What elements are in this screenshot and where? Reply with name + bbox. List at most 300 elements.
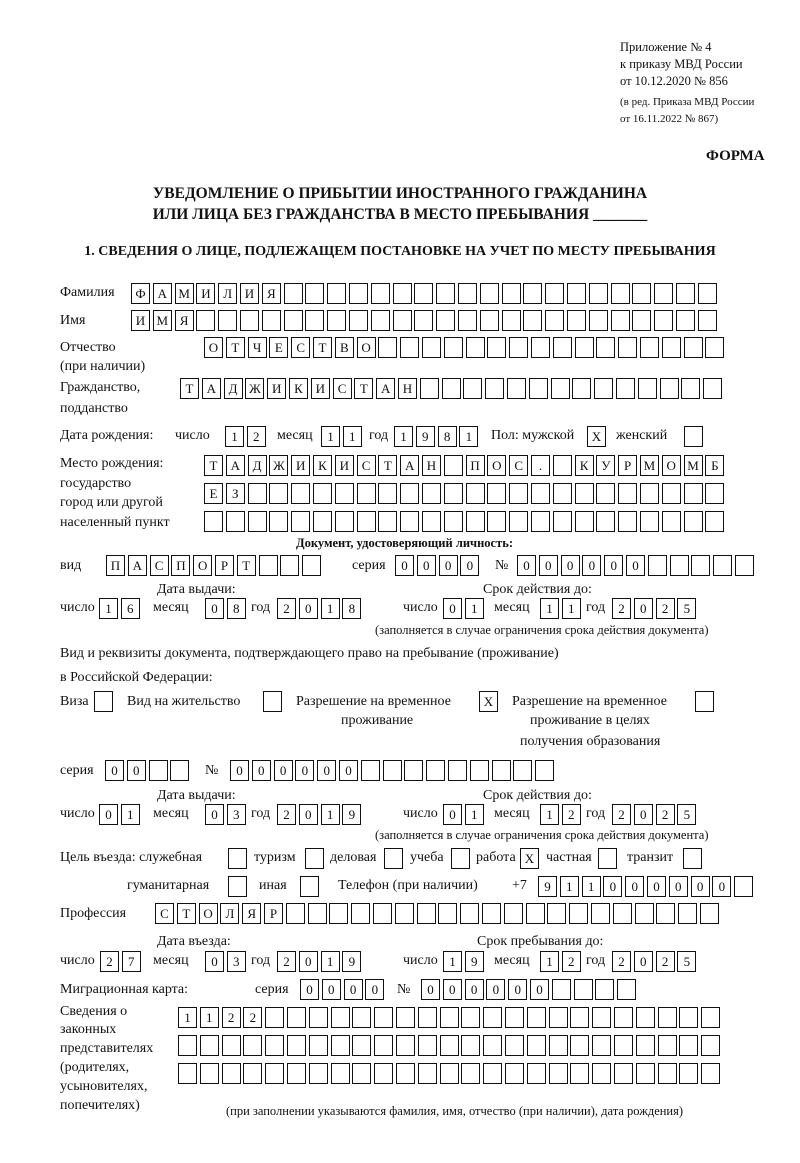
char-box[interactable] <box>648 555 667 576</box>
char-box[interactable] <box>705 483 724 504</box>
char-box[interactable] <box>614 1007 633 1028</box>
char-box[interactable]: 1 <box>540 951 559 972</box>
char-box[interactable]: 0 <box>421 979 440 1000</box>
char-box[interactable]: 2 <box>612 598 631 619</box>
char-box[interactable]: Т <box>237 555 256 576</box>
char-box[interactable]: 0 <box>460 555 479 576</box>
char-box[interactable] <box>178 1035 197 1056</box>
char-box[interactable] <box>678 903 697 924</box>
char-box[interactable] <box>313 483 332 504</box>
char-box[interactable]: 1 <box>225 426 244 447</box>
char-box[interactable] <box>552 979 571 1000</box>
char-box[interactable]: 0 <box>252 760 271 781</box>
char-box[interactable] <box>265 1007 284 1028</box>
char-box[interactable] <box>695 691 714 712</box>
char-box[interactable]: 1 <box>343 426 362 447</box>
char-box[interactable] <box>505 1063 524 1084</box>
char-box[interactable] <box>349 283 368 304</box>
char-box[interactable]: И <box>291 455 310 476</box>
char-box[interactable] <box>676 310 695 331</box>
char-box[interactable]: 2 <box>247 426 266 447</box>
char-box[interactable] <box>575 483 594 504</box>
char-box[interactable]: Т <box>226 337 245 358</box>
char-box[interactable]: 8 <box>438 426 457 447</box>
char-box[interactable]: И <box>311 378 330 399</box>
char-box[interactable] <box>611 283 630 304</box>
char-box[interactable] <box>545 283 564 304</box>
char-box[interactable]: О <box>193 555 212 576</box>
char-box[interactable] <box>287 1007 306 1028</box>
char-box[interactable]: 0 <box>439 555 458 576</box>
char-box[interactable]: 1 <box>465 804 484 825</box>
char-box[interactable]: 2 <box>243 1007 262 1028</box>
char-box[interactable] <box>509 483 528 504</box>
char-box[interactable] <box>302 555 321 576</box>
char-box[interactable] <box>662 511 681 532</box>
char-box[interactable] <box>527 1035 546 1056</box>
char-box[interactable] <box>352 1035 371 1056</box>
char-box[interactable] <box>701 1035 720 1056</box>
char-box[interactable] <box>395 903 414 924</box>
char-box[interactable] <box>735 555 754 576</box>
char-box[interactable]: 0 <box>561 555 580 576</box>
char-box[interactable]: 2 <box>277 804 296 825</box>
char-box[interactable]: Я <box>262 283 281 304</box>
char-box[interactable] <box>263 691 282 712</box>
char-box[interactable] <box>531 337 550 358</box>
char-box[interactable]: Р <box>618 455 637 476</box>
char-box[interactable] <box>461 1035 480 1056</box>
char-box[interactable]: А <box>400 455 419 476</box>
char-box[interactable]: 2 <box>277 951 296 972</box>
char-box[interactable]: 0 <box>691 876 710 897</box>
char-box[interactable] <box>679 1035 698 1056</box>
char-box[interactable] <box>567 310 586 331</box>
char-box[interactable]: 9 <box>342 804 361 825</box>
char-box[interactable]: Я <box>242 903 261 924</box>
char-box[interactable]: 0 <box>230 760 249 781</box>
char-box[interactable] <box>414 310 433 331</box>
char-box[interactable]: И <box>240 283 259 304</box>
char-box[interactable]: X <box>520 848 539 869</box>
char-box[interactable] <box>660 378 679 399</box>
char-box[interactable]: Б <box>705 455 724 476</box>
char-box[interactable] <box>329 903 348 924</box>
char-box[interactable] <box>662 337 681 358</box>
char-box[interactable] <box>640 511 659 532</box>
char-box[interactable]: Е <box>269 337 288 358</box>
char-box[interactable] <box>618 511 637 532</box>
char-box[interactable] <box>331 1035 350 1056</box>
char-box[interactable]: С <box>150 555 169 576</box>
char-box[interactable] <box>676 283 695 304</box>
char-box[interactable] <box>442 378 461 399</box>
char-box[interactable]: 9 <box>342 951 361 972</box>
char-box[interactable] <box>535 760 554 781</box>
char-box[interactable] <box>705 337 724 358</box>
char-box[interactable] <box>461 1007 480 1028</box>
char-box[interactable] <box>636 1035 655 1056</box>
char-box[interactable]: С <box>357 455 376 476</box>
char-box[interactable]: П <box>106 555 125 576</box>
char-box[interactable] <box>480 310 499 331</box>
char-box[interactable] <box>384 848 403 869</box>
char-box[interactable] <box>654 283 673 304</box>
char-box[interactable] <box>378 511 397 532</box>
char-box[interactable] <box>287 1035 306 1056</box>
char-box[interactable] <box>616 378 635 399</box>
char-box[interactable]: 9 <box>538 876 557 897</box>
char-box[interactable]: 0 <box>205 804 224 825</box>
char-box[interactable]: П <box>171 555 190 576</box>
char-box[interactable] <box>570 1007 589 1028</box>
char-box[interactable] <box>335 511 354 532</box>
char-box[interactable]: Ж <box>245 378 264 399</box>
char-box[interactable] <box>700 903 719 924</box>
char-box[interactable] <box>684 426 703 447</box>
char-box[interactable]: Л <box>220 903 239 924</box>
char-box[interactable] <box>371 283 390 304</box>
char-box[interactable] <box>698 310 717 331</box>
char-box[interactable] <box>504 903 523 924</box>
char-box[interactable] <box>440 1063 459 1084</box>
char-box[interactable]: М <box>684 455 703 476</box>
char-box[interactable]: 1 <box>465 598 484 619</box>
char-box[interactable] <box>527 1063 546 1084</box>
char-box[interactable]: Н <box>422 455 441 476</box>
char-box[interactable] <box>635 903 654 924</box>
char-box[interactable]: 1 <box>560 876 579 897</box>
char-box[interactable]: И <box>196 283 215 304</box>
char-box[interactable] <box>684 337 703 358</box>
char-box[interactable]: 1 <box>582 876 601 897</box>
char-box[interactable]: 0 <box>322 979 341 1000</box>
char-box[interactable] <box>589 310 608 331</box>
char-box[interactable] <box>713 555 732 576</box>
char-box[interactable]: Т <box>354 378 373 399</box>
char-box[interactable]: 0 <box>99 804 118 825</box>
char-box[interactable] <box>396 1063 415 1084</box>
char-box[interactable] <box>703 378 722 399</box>
char-box[interactable]: 9 <box>416 426 435 447</box>
char-box[interactable]: 1 <box>443 951 462 972</box>
char-box[interactable]: Я <box>175 310 194 331</box>
char-box[interactable] <box>357 511 376 532</box>
char-box[interactable] <box>618 337 637 358</box>
char-box[interactable] <box>371 310 390 331</box>
char-box[interactable] <box>505 1007 524 1028</box>
char-box[interactable] <box>222 1063 241 1084</box>
char-box[interactable]: 7 <box>122 951 141 972</box>
char-box[interactable]: 0 <box>517 555 536 576</box>
char-box[interactable] <box>549 1007 568 1028</box>
char-box[interactable] <box>373 903 392 924</box>
char-box[interactable] <box>414 283 433 304</box>
char-box[interactable]: X <box>479 691 498 712</box>
char-box[interactable]: П <box>466 455 485 476</box>
char-box[interactable] <box>460 903 479 924</box>
char-box[interactable]: И <box>131 310 150 331</box>
char-box[interactable] <box>575 337 594 358</box>
char-box[interactable]: 0 <box>582 555 601 576</box>
char-box[interactable]: М <box>175 283 194 304</box>
char-box[interactable]: 1 <box>562 598 581 619</box>
char-box[interactable]: 0 <box>465 979 484 1000</box>
char-box[interactable]: 0 <box>205 951 224 972</box>
char-box[interactable]: 0 <box>604 555 623 576</box>
char-box[interactable]: И <box>335 455 354 476</box>
char-box[interactable]: 2 <box>562 951 581 972</box>
char-box[interactable]: 0 <box>539 555 558 576</box>
char-box[interactable]: 2 <box>222 1007 241 1028</box>
char-box[interactable]: 0 <box>647 876 666 897</box>
char-box[interactable] <box>618 483 637 504</box>
char-box[interactable]: 0 <box>443 598 462 619</box>
char-box[interactable]: Т <box>177 903 196 924</box>
char-box[interactable]: З <box>226 483 245 504</box>
char-box[interactable]: X <box>587 426 606 447</box>
char-box[interactable] <box>592 1007 611 1028</box>
char-box[interactable] <box>701 1007 720 1028</box>
char-box[interactable] <box>611 310 630 331</box>
char-box[interactable] <box>681 378 700 399</box>
char-box[interactable]: С <box>509 455 528 476</box>
char-box[interactable] <box>658 1063 677 1084</box>
char-box[interactable]: 0 <box>317 760 336 781</box>
char-box[interactable] <box>507 378 526 399</box>
char-box[interactable]: 1 <box>540 598 559 619</box>
char-box[interactable]: С <box>333 378 352 399</box>
char-box[interactable] <box>309 1007 328 1028</box>
char-box[interactable]: 0 <box>486 979 505 1000</box>
char-box[interactable]: О <box>662 455 681 476</box>
char-box[interactable] <box>426 760 445 781</box>
char-box[interactable]: Д <box>224 378 243 399</box>
char-box[interactable] <box>418 1035 437 1056</box>
char-box[interactable]: 1 <box>321 804 340 825</box>
char-box[interactable] <box>300 876 319 897</box>
char-box[interactable] <box>483 1063 502 1084</box>
char-box[interactable] <box>466 511 485 532</box>
char-box[interactable] <box>596 483 615 504</box>
char-box[interactable] <box>614 1063 633 1084</box>
char-box[interactable] <box>200 1035 219 1056</box>
char-box[interactable]: 2 <box>656 804 675 825</box>
char-box[interactable]: Ч <box>248 337 267 358</box>
char-box[interactable]: К <box>313 455 332 476</box>
char-box[interactable] <box>636 1007 655 1028</box>
char-box[interactable]: 2 <box>656 951 675 972</box>
char-box[interactable] <box>222 1035 241 1056</box>
char-box[interactable] <box>349 310 368 331</box>
char-box[interactable]: 1 <box>121 804 140 825</box>
char-box[interactable]: 5 <box>677 598 696 619</box>
char-box[interactable] <box>240 310 259 331</box>
char-box[interactable] <box>404 760 423 781</box>
char-box[interactable] <box>487 511 506 532</box>
char-box[interactable] <box>335 483 354 504</box>
char-box[interactable] <box>513 760 532 781</box>
char-box[interactable]: 0 <box>603 876 622 897</box>
char-box[interactable] <box>440 1007 459 1028</box>
char-box[interactable]: 5 <box>677 804 696 825</box>
char-box[interactable] <box>248 483 267 504</box>
char-box[interactable] <box>691 555 710 576</box>
char-box[interactable] <box>436 310 455 331</box>
char-box[interactable]: Л <box>218 283 237 304</box>
char-box[interactable]: Т <box>204 455 223 476</box>
char-box[interactable] <box>632 310 651 331</box>
char-box[interactable]: 0 <box>365 979 384 1000</box>
char-box[interactable] <box>470 760 489 781</box>
char-box[interactable] <box>679 1007 698 1028</box>
char-box[interactable] <box>656 903 675 924</box>
char-box[interactable]: Т <box>313 337 332 358</box>
char-box[interactable] <box>458 283 477 304</box>
char-box[interactable]: А <box>153 283 172 304</box>
char-box[interactable]: Р <box>215 555 234 576</box>
char-box[interactable] <box>480 283 499 304</box>
char-box[interactable]: О <box>487 455 506 476</box>
char-box[interactable]: 1 <box>459 426 478 447</box>
char-box[interactable] <box>463 378 482 399</box>
char-box[interactable] <box>331 1063 350 1084</box>
char-box[interactable]: 1 <box>99 598 118 619</box>
char-box[interactable]: 0 <box>417 555 436 576</box>
char-box[interactable]: 2 <box>612 951 631 972</box>
char-box[interactable] <box>594 378 613 399</box>
char-box[interactable] <box>596 337 615 358</box>
char-box[interactable] <box>444 511 463 532</box>
char-box[interactable]: 0 <box>625 876 644 897</box>
char-box[interactable]: 0 <box>339 760 358 781</box>
char-box[interactable] <box>444 337 463 358</box>
char-box[interactable] <box>451 848 470 869</box>
char-box[interactable]: 2 <box>562 804 581 825</box>
char-box[interactable] <box>547 903 566 924</box>
char-box[interactable]: 0 <box>669 876 688 897</box>
char-box[interactable] <box>654 310 673 331</box>
char-box[interactable] <box>259 555 278 576</box>
char-box[interactable] <box>485 378 504 399</box>
char-box[interactable] <box>553 483 572 504</box>
char-box[interactable] <box>265 1063 284 1084</box>
char-box[interactable] <box>226 511 245 532</box>
char-box[interactable]: О <box>357 337 376 358</box>
char-box[interactable] <box>357 483 376 504</box>
char-box[interactable] <box>444 455 463 476</box>
char-box[interactable] <box>640 483 659 504</box>
char-box[interactable]: 0 <box>299 804 318 825</box>
char-box[interactable]: С <box>155 903 174 924</box>
char-box[interactable] <box>670 555 689 576</box>
char-box[interactable] <box>200 1063 219 1084</box>
char-box[interactable] <box>684 511 703 532</box>
char-box[interactable]: 0 <box>300 979 319 1000</box>
char-box[interactable] <box>553 511 572 532</box>
char-box[interactable] <box>575 511 594 532</box>
char-box[interactable] <box>228 876 247 897</box>
char-box[interactable] <box>509 337 528 358</box>
char-box[interactable] <box>313 511 332 532</box>
char-box[interactable]: 2 <box>612 804 631 825</box>
char-box[interactable] <box>378 483 397 504</box>
char-box[interactable] <box>658 1007 677 1028</box>
char-box[interactable] <box>422 483 441 504</box>
char-box[interactable] <box>658 1035 677 1056</box>
char-box[interactable]: 1 <box>321 951 340 972</box>
char-box[interactable] <box>483 1035 502 1056</box>
char-box[interactable] <box>351 903 370 924</box>
char-box[interactable] <box>531 511 550 532</box>
char-box[interactable]: 0 <box>299 598 318 619</box>
char-box[interactable] <box>418 1063 437 1084</box>
char-box[interactable]: 1 <box>540 804 559 825</box>
char-box[interactable] <box>617 979 636 1000</box>
char-box[interactable] <box>284 310 303 331</box>
char-box[interactable] <box>374 1035 393 1056</box>
char-box[interactable] <box>149 760 168 781</box>
char-box[interactable] <box>591 903 610 924</box>
char-box[interactable] <box>638 378 657 399</box>
char-box[interactable]: 0 <box>443 804 462 825</box>
char-box[interactable] <box>570 1063 589 1084</box>
char-box[interactable]: О <box>204 337 223 358</box>
char-box[interactable]: О <box>199 903 218 924</box>
char-box[interactable] <box>482 903 501 924</box>
char-box[interactable] <box>531 483 550 504</box>
char-box[interactable] <box>170 760 189 781</box>
char-box[interactable] <box>374 1063 393 1084</box>
char-box[interactable] <box>218 310 237 331</box>
char-box[interactable] <box>284 283 303 304</box>
char-box[interactable]: 3 <box>227 951 246 972</box>
char-box[interactable]: 8 <box>342 598 361 619</box>
char-box[interactable] <box>374 1007 393 1028</box>
char-box[interactable] <box>361 760 380 781</box>
char-box[interactable] <box>327 283 346 304</box>
char-box[interactable]: 0 <box>634 804 653 825</box>
char-box[interactable]: 1 <box>200 1007 219 1028</box>
char-box[interactable] <box>598 848 617 869</box>
char-box[interactable] <box>613 903 632 924</box>
char-box[interactable] <box>331 1007 350 1028</box>
char-box[interactable] <box>523 283 542 304</box>
char-box[interactable] <box>178 1063 197 1084</box>
char-box[interactable] <box>400 337 419 358</box>
char-box[interactable] <box>422 337 441 358</box>
char-box[interactable]: Ф <box>131 283 150 304</box>
char-box[interactable] <box>422 511 441 532</box>
char-box[interactable] <box>502 283 521 304</box>
char-box[interactable] <box>436 283 455 304</box>
char-box[interactable] <box>287 1063 306 1084</box>
char-box[interactable] <box>509 511 528 532</box>
char-box[interactable]: 0 <box>634 598 653 619</box>
char-box[interactable] <box>569 903 588 924</box>
char-box[interactable] <box>466 483 485 504</box>
char-box[interactable] <box>393 310 412 331</box>
char-box[interactable] <box>705 511 724 532</box>
char-box[interactable]: 0 <box>344 979 363 1000</box>
char-box[interactable]: С <box>291 337 310 358</box>
char-box[interactable] <box>396 1035 415 1056</box>
char-box[interactable] <box>572 378 591 399</box>
char-box[interactable] <box>487 483 506 504</box>
char-box[interactable] <box>448 760 467 781</box>
char-box[interactable]: 0 <box>295 760 314 781</box>
char-box[interactable]: 0 <box>299 951 318 972</box>
